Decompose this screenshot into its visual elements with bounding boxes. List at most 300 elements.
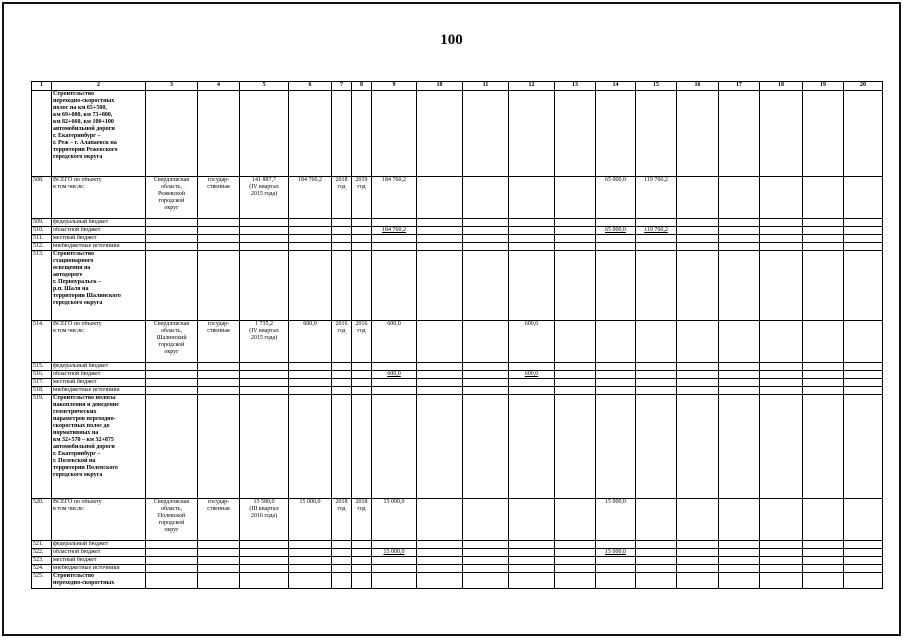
empty-cell	[555, 395, 596, 499]
empty-cell	[146, 573, 198, 589]
empty-cell	[555, 557, 596, 565]
empty-cell	[803, 363, 844, 371]
empty-cell	[719, 235, 760, 243]
empty-cell	[760, 91, 803, 177]
financing-total-cell	[372, 387, 417, 395]
empty-cell	[240, 251, 289, 321]
empty-cell	[555, 379, 596, 387]
year-cell	[596, 243, 636, 251]
empty-cell	[844, 371, 883, 379]
empty-cell	[803, 549, 844, 557]
empty-cell	[332, 541, 352, 549]
empty-cell	[555, 565, 596, 573]
column-number-header: 5	[240, 82, 289, 91]
empty-cell	[417, 549, 463, 557]
empty-cell	[760, 379, 803, 387]
empty-cell	[719, 395, 760, 499]
empty-cell	[760, 565, 803, 573]
row-number: 519.	[32, 395, 52, 499]
empty-cell	[289, 549, 332, 557]
empty-cell	[352, 565, 372, 573]
empty-cell	[198, 541, 240, 549]
empty-cell	[636, 395, 677, 499]
empty-cell	[146, 235, 198, 243]
empty-cell	[198, 573, 240, 589]
row-number	[32, 91, 52, 177]
empty-cell	[417, 91, 463, 177]
empty-cell	[240, 541, 289, 549]
empty-cell	[198, 235, 240, 243]
year-cell	[509, 243, 555, 251]
empty-cell	[555, 243, 596, 251]
empty-cell	[332, 251, 352, 321]
empty-cell	[760, 243, 803, 251]
year-cell	[636, 387, 677, 395]
empty-cell	[844, 91, 883, 177]
empty-cell	[198, 219, 240, 227]
budget-source-label: внебюджетные источники	[52, 387, 146, 395]
empty-cell	[760, 541, 803, 549]
empty-cell	[146, 91, 198, 177]
empty-cell	[719, 363, 760, 371]
financing-total-cell: 184 760,2	[372, 227, 417, 235]
table-row	[32, 557, 883, 565]
empty-cell	[146, 379, 198, 387]
empty-cell	[596, 91, 636, 177]
empty-cell	[677, 387, 719, 395]
budget-source-label: местный бюджет	[52, 557, 146, 565]
empty-cell	[760, 251, 803, 321]
empty-cell	[289, 227, 332, 235]
year-cell	[509, 549, 555, 557]
empty-cell	[803, 243, 844, 251]
row-number: 516.	[32, 371, 52, 379]
empty-cell	[803, 91, 844, 177]
empty-cell	[463, 251, 509, 321]
empty-cell	[760, 363, 803, 371]
column-number-header: 18	[760, 82, 803, 91]
empty-cell	[198, 557, 240, 565]
table-row	[32, 251, 883, 321]
budget-source-label: федеральный бюджет	[52, 363, 146, 371]
year-cell	[555, 321, 596, 363]
column-number-header: 10	[417, 82, 463, 91]
empty-cell	[719, 243, 760, 251]
empty-cell	[463, 387, 509, 395]
year-cell	[636, 363, 677, 371]
empty-cell	[719, 91, 760, 177]
column-number-header: 13	[555, 82, 596, 91]
empty-cell	[332, 235, 352, 243]
empty-cell	[352, 541, 372, 549]
empty-cell	[803, 219, 844, 227]
year-cell	[509, 177, 555, 219]
table-row	[32, 371, 883, 379]
empty-cell	[719, 549, 760, 557]
column-number-header: 19	[803, 82, 844, 91]
financing-total-cell: 600,0	[372, 321, 417, 363]
empty-cell	[332, 395, 352, 499]
year-cell	[509, 219, 555, 227]
empty-cell	[844, 177, 883, 219]
empty-cell	[719, 251, 760, 321]
empty-cell	[803, 379, 844, 387]
empty-cell	[636, 251, 677, 321]
object-title: Строительство переходно-скоростных полос на км 65+500, км 69+000, км 73+800, км 82+660, км 100+100 автомобильной дороги г. Екатеринбург – г. Реж – г. Алапаевск на территории Режевского городского округа	[52, 91, 146, 177]
empty-cell	[677, 565, 719, 573]
empty-cell	[677, 177, 719, 219]
empty-cell	[803, 565, 844, 573]
empty-cell	[803, 177, 844, 219]
empty-cell	[760, 321, 803, 363]
empty-cell	[596, 251, 636, 321]
empty-cell	[803, 227, 844, 235]
empty-cell	[760, 387, 803, 395]
empty-cell	[146, 387, 198, 395]
empty-cell	[509, 395, 555, 499]
empty-cell	[417, 219, 463, 227]
budget-source-label: внебюджетные источники	[52, 243, 146, 251]
table-row	[32, 321, 883, 363]
year-cell	[509, 557, 555, 565]
year-cell: 15 000,0	[596, 499, 636, 541]
empty-cell	[719, 177, 760, 219]
total-cost-cell: 600,0	[289, 321, 332, 363]
empty-cell	[803, 321, 844, 363]
empty-cell	[844, 379, 883, 387]
empty-cell	[463, 363, 509, 371]
table-row	[32, 177, 883, 219]
table-row	[32, 387, 883, 395]
empty-cell	[760, 235, 803, 243]
empty-cell	[677, 499, 719, 541]
empty-cell	[463, 371, 509, 379]
empty-cell	[198, 387, 240, 395]
empty-cell	[760, 227, 803, 235]
table-row	[32, 235, 883, 243]
row-number: 525.	[32, 573, 52, 589]
empty-cell	[240, 565, 289, 573]
empty-cell	[240, 549, 289, 557]
empty-cell	[417, 565, 463, 573]
empty-cell	[803, 387, 844, 395]
empty-cell	[240, 573, 289, 589]
year-cell	[596, 371, 636, 379]
empty-cell	[146, 395, 198, 499]
empty-cell	[719, 371, 760, 379]
empty-cell	[198, 565, 240, 573]
empty-cell	[289, 363, 332, 371]
empty-cell	[240, 227, 289, 235]
empty-cell	[677, 573, 719, 589]
year-cell	[636, 235, 677, 243]
investment-table	[31, 81, 883, 589]
empty-cell	[555, 227, 596, 235]
empty-cell	[240, 387, 289, 395]
budget-source-label: областной бюджет	[52, 371, 146, 379]
empty-cell	[417, 371, 463, 379]
empty-cell	[677, 557, 719, 565]
empty-cell	[463, 379, 509, 387]
object-total-label: ВСЕГО по объекту в том числе:	[52, 499, 146, 541]
page-number: 100	[440, 32, 463, 48]
table-row	[32, 499, 883, 541]
financing-total-cell	[372, 565, 417, 573]
year-cell	[509, 235, 555, 243]
empty-cell	[760, 371, 803, 379]
empty-cell	[555, 549, 596, 557]
empty-cell	[463, 219, 509, 227]
empty-cell	[332, 557, 352, 565]
empty-cell	[332, 379, 352, 387]
start-year-cell: 2016 год	[332, 321, 352, 363]
territory-cell: Свердловская область, Режевской городской округ	[146, 177, 198, 219]
empty-cell	[198, 371, 240, 379]
financing-total-cell	[372, 557, 417, 565]
empty-cell	[677, 371, 719, 379]
column-number-header: 14	[596, 82, 636, 91]
column-number-header: 16	[677, 82, 719, 91]
empty-cell	[240, 243, 289, 251]
row-number: 511.	[32, 235, 52, 243]
empty-cell	[332, 363, 352, 371]
total-cost-cell: 15 000,0	[289, 499, 332, 541]
empty-cell	[760, 549, 803, 557]
year-cell	[417, 499, 463, 541]
empty-cell	[289, 219, 332, 227]
empty-cell	[289, 243, 332, 251]
empty-cell	[198, 91, 240, 177]
empty-cell	[146, 243, 198, 251]
column-number-header: 17	[719, 82, 760, 91]
empty-cell	[719, 379, 760, 387]
empty-cell	[352, 549, 372, 557]
empty-cell	[677, 251, 719, 321]
empty-cell	[760, 177, 803, 219]
empty-cell	[332, 243, 352, 251]
table-row	[32, 91, 883, 177]
empty-cell	[352, 387, 372, 395]
empty-cell	[555, 573, 596, 589]
empty-cell	[803, 557, 844, 565]
empty-cell	[417, 251, 463, 321]
empty-cell	[289, 91, 332, 177]
empty-cell	[146, 219, 198, 227]
empty-cell	[146, 557, 198, 565]
empty-cell	[352, 379, 372, 387]
empty-cell	[760, 573, 803, 589]
end-year-cell: 2016 год	[352, 321, 372, 363]
year-cell: 15 000,0	[596, 549, 636, 557]
empty-cell	[289, 557, 332, 565]
estimate-cell: 1 735,2 (IV квартал 2015 года)	[240, 321, 289, 363]
year-cell	[417, 177, 463, 219]
year-cell: 119 760,2	[636, 177, 677, 219]
empty-cell	[844, 565, 883, 573]
empty-cell	[289, 251, 332, 321]
year-cell	[636, 541, 677, 549]
empty-cell	[240, 91, 289, 177]
end-year-cell: 2018 год	[352, 499, 372, 541]
row-number: 520.	[32, 499, 52, 541]
empty-cell	[463, 395, 509, 499]
budget-source-label: областной бюджет	[52, 549, 146, 557]
total-cost-cell: 184 760,2	[289, 177, 332, 219]
empty-cell	[844, 387, 883, 395]
empty-cell	[417, 227, 463, 235]
empty-cell	[677, 235, 719, 243]
financing-total-cell	[372, 235, 417, 243]
row-number: 514.	[32, 321, 52, 363]
empty-cell	[555, 91, 596, 177]
empty-cell	[844, 321, 883, 363]
empty-cell	[636, 573, 677, 589]
empty-cell	[240, 235, 289, 243]
year-cell	[636, 243, 677, 251]
empty-cell	[417, 557, 463, 565]
empty-cell	[719, 541, 760, 549]
empty-cell	[372, 395, 417, 499]
empty-cell	[803, 573, 844, 589]
empty-cell	[463, 235, 509, 243]
empty-cell	[240, 379, 289, 387]
empty-cell	[352, 573, 372, 589]
empty-cell	[417, 387, 463, 395]
empty-cell	[803, 395, 844, 499]
column-number-header: 12	[509, 82, 555, 91]
row-number: 508.	[32, 177, 52, 219]
row-number: 517.	[32, 379, 52, 387]
financing-total-cell	[372, 219, 417, 227]
empty-cell	[198, 251, 240, 321]
row-number: 521.	[32, 541, 52, 549]
empty-cell	[352, 251, 372, 321]
empty-cell	[372, 91, 417, 177]
table-row	[32, 379, 883, 387]
column-number-header: 15	[636, 82, 677, 91]
empty-cell	[332, 565, 352, 573]
year-cell: 600,0	[509, 321, 555, 363]
year-cell	[596, 541, 636, 549]
empty-cell	[417, 235, 463, 243]
empty-cell	[719, 573, 760, 589]
empty-cell	[803, 371, 844, 379]
financing-total-cell: 15 000,0	[372, 499, 417, 541]
year-cell	[596, 387, 636, 395]
table-row	[32, 395, 883, 499]
ownership-cell: государ- ственная	[198, 321, 240, 363]
budget-source-label: местный бюджет	[52, 235, 146, 243]
empty-cell	[463, 227, 509, 235]
financing-total-cell	[372, 363, 417, 371]
empty-cell	[352, 219, 372, 227]
table-row	[32, 219, 883, 227]
empty-cell	[352, 227, 372, 235]
empty-cell	[417, 243, 463, 251]
year-cell	[636, 321, 677, 363]
year-cell	[509, 499, 555, 541]
budget-source-label: областной бюджет	[52, 227, 146, 235]
empty-cell	[803, 251, 844, 321]
empty-cell	[240, 219, 289, 227]
estimate-cell: 141 887,7 (IV квартал 2015 года)	[240, 177, 289, 219]
empty-cell	[352, 395, 372, 499]
empty-cell	[555, 219, 596, 227]
empty-cell	[844, 499, 883, 541]
empty-cell	[146, 363, 198, 371]
empty-cell	[844, 549, 883, 557]
empty-cell	[719, 565, 760, 573]
empty-cell	[289, 235, 332, 243]
empty-cell	[146, 541, 198, 549]
empty-cell	[719, 387, 760, 395]
empty-cell	[352, 557, 372, 565]
empty-cell	[240, 363, 289, 371]
territory-cell: Свердловская область, Полевской городской округ	[146, 499, 198, 541]
row-number: 510.	[32, 227, 52, 235]
ownership-cell: государ- ственная	[198, 499, 240, 541]
empty-cell	[417, 379, 463, 387]
year-cell	[509, 387, 555, 395]
start-year-cell: 2018 год	[332, 499, 352, 541]
empty-cell	[803, 541, 844, 549]
empty-cell	[844, 363, 883, 371]
empty-cell	[844, 243, 883, 251]
financing-total-cell	[372, 541, 417, 549]
year-cell	[463, 177, 509, 219]
empty-cell	[463, 91, 509, 177]
year-cell	[596, 235, 636, 243]
empty-cell	[352, 91, 372, 177]
year-cell	[417, 321, 463, 363]
column-number-header: 6	[289, 82, 332, 91]
empty-cell	[332, 219, 352, 227]
row-number: 515.	[32, 363, 52, 371]
row-number: 524.	[32, 565, 52, 573]
empty-cell	[289, 387, 332, 395]
column-number-header: 20	[844, 82, 883, 91]
year-cell	[555, 177, 596, 219]
empty-cell	[332, 573, 352, 589]
empty-cell	[198, 395, 240, 499]
year-cell	[636, 557, 677, 565]
row-number: 512.	[32, 243, 52, 251]
empty-cell	[677, 379, 719, 387]
row-number: 513.	[32, 251, 52, 321]
empty-cell	[555, 387, 596, 395]
empty-cell	[677, 321, 719, 363]
empty-cell	[417, 363, 463, 371]
territory-cell: Свердловская область, Шалинский городской округ	[146, 321, 198, 363]
empty-cell	[198, 363, 240, 371]
empty-cell	[844, 395, 883, 499]
empty-cell	[463, 549, 509, 557]
empty-cell	[463, 557, 509, 565]
table-row	[32, 565, 883, 573]
budget-source-label: федеральный бюджет	[52, 541, 146, 549]
empty-cell	[844, 557, 883, 565]
column-number-header: 1	[32, 82, 52, 91]
empty-cell	[332, 549, 352, 557]
year-cell	[636, 219, 677, 227]
table-row	[32, 549, 883, 557]
empty-cell	[146, 227, 198, 235]
column-number-header: 8	[352, 82, 372, 91]
column-number-header: 7	[332, 82, 352, 91]
financing-total-cell	[372, 243, 417, 251]
year-cell	[463, 499, 509, 541]
year-cell	[596, 321, 636, 363]
